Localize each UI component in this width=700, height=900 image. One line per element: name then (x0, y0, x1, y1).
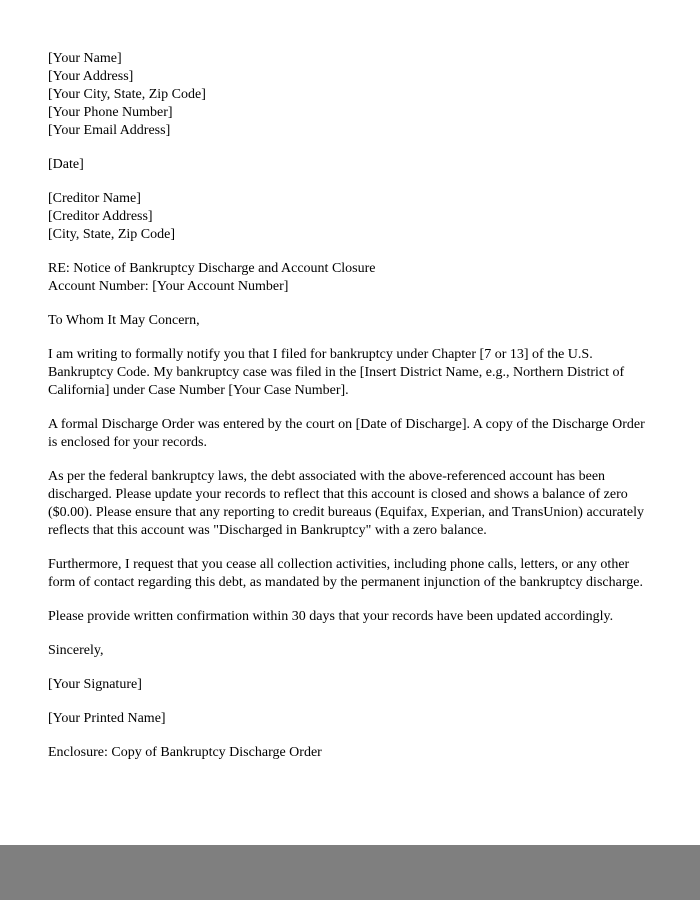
body-paragraph-4: Furthermore, I request that you cease all collection activities, including phone calls, letters, or any other form of contact regarding this debt, as mandated by the permanent injunction of the bankruptcy discharge. (48, 557, 643, 590)
letter-content (48, 50, 652, 808)
sender-phone: [Your Phone Number] (48, 105, 173, 120)
creditor-address: [Creditor Address] (48, 209, 153, 224)
creditor-name: [Creditor Name] (48, 191, 141, 206)
creditor-city-state-zip: [City, State, Zip Code] (48, 227, 176, 242)
salutation: To Whom It May Concern, (48, 313, 200, 328)
sender-address: [Your Address] (48, 69, 134, 84)
closing: Sincerely, (48, 643, 104, 658)
sender-name: [Your Name] (48, 51, 122, 66)
date-line: [Date] (48, 157, 84, 172)
sender-email: [Your Email Address] (48, 123, 171, 138)
subject-account-number-line: Account Number: [Your Account Number] (48, 279, 289, 294)
printed-name-placeholder: [Your Printed Name] (48, 711, 166, 726)
subject-block (48, 260, 652, 296)
body-paragraph-2: A formal Discharge Order was entered by the court on [Date of Discharge]. A copy of the Discharge Order is enclosed for your records. (48, 417, 645, 450)
recipient-address-block (48, 190, 652, 244)
sender-address-block (48, 50, 652, 140)
body-paragraph-5: Please provide written confirmation within 30 days that your records have been updated accordingly. (48, 609, 614, 624)
signature-placeholder: [Your Signature] (48, 677, 142, 692)
preview-footer-band (0, 845, 700, 900)
subject-re-line: RE: Notice of Bankruptcy Discharge and Account Closure (48, 261, 376, 276)
sender-city-state-zip: [Your City, State, Zip Code] (48, 87, 206, 102)
enclosure-line: Enclosure: Copy of Bankruptcy Discharge Order (48, 745, 322, 760)
body-paragraph-3: As per the federal bankruptcy laws, the debt associated with the above-referenced account has been discharged. Please update your records to reflect that this account is closed and shows a balance of zero ($0.00). Please ensure that any reporting to credit bureaus (Equifax, Experian, and TransUnion) accurately reflects that this account was "Discharged in Bankruptcy" with a zero balance. (48, 469, 644, 538)
body-paragraph-1: I am writing to formally notify you that I filed for bankruptcy under Chapter [7 or 13] of the U.S. Bankruptcy Code. My bankruptcy case was filed in the [Insert District Name, e.g., Northern District of California] under Case Number [Your Case Number]. (48, 347, 625, 398)
